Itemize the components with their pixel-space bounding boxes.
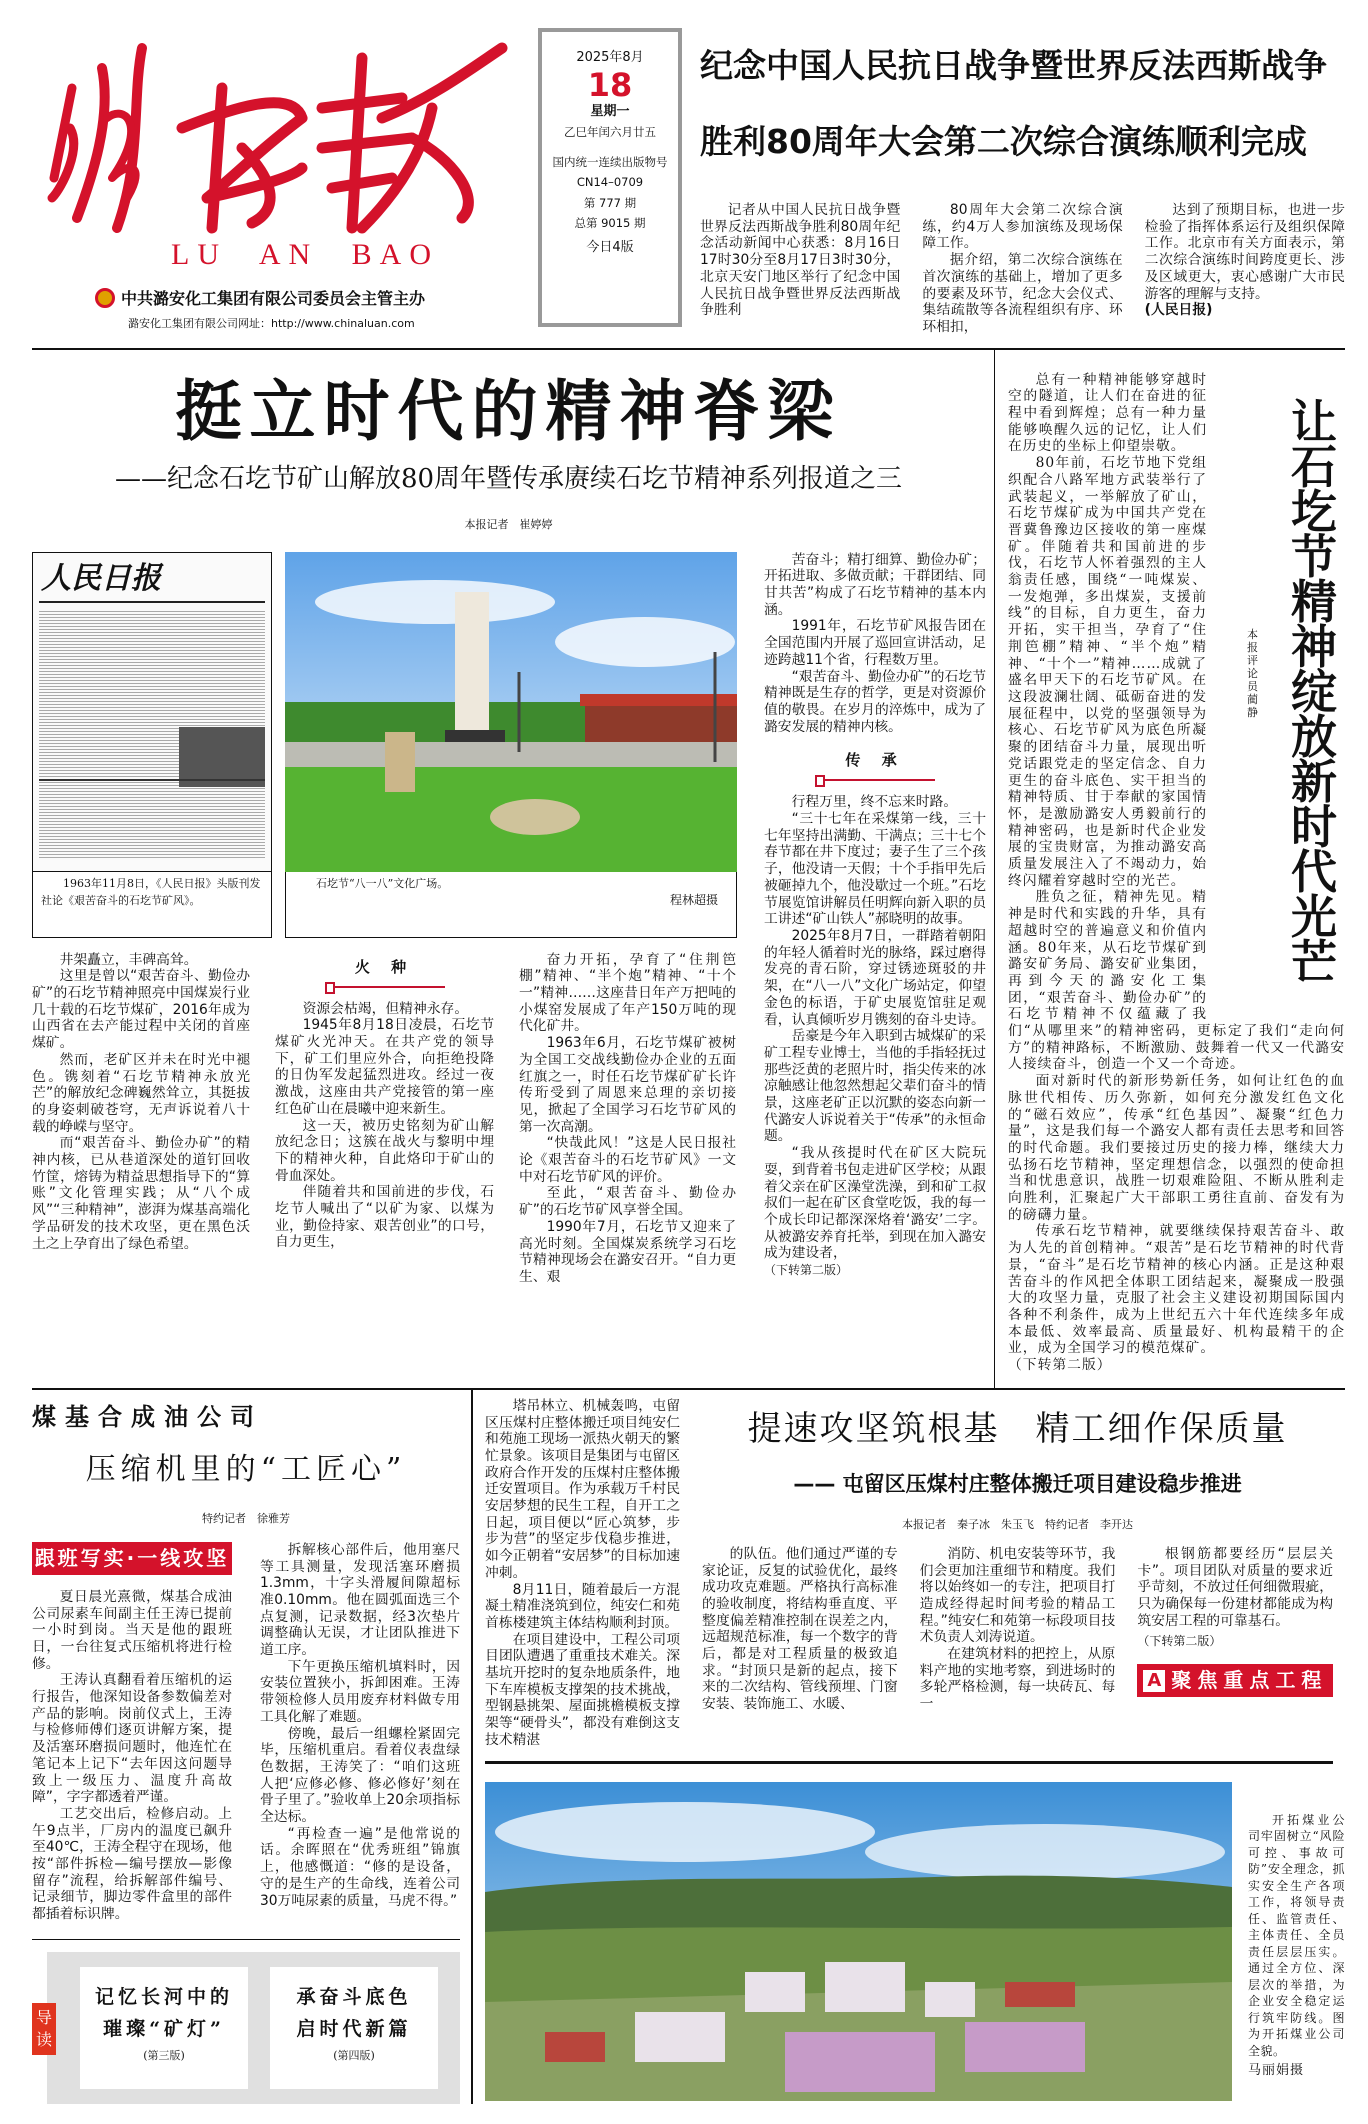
- website-link[interactable]: 潞安化工集团有限公司网址：http://www.chinaluan.com: [128, 317, 415, 330]
- focus-logo-icon: A: [1143, 1670, 1165, 1692]
- commentary-continued: （下转第二版）: [1008, 1357, 1112, 1374]
- top-news-col-1: [700, 202, 900, 336]
- project-byline: 本报记者 秦子冰 朱玉飞 特约记者 李开达: [902, 1517, 1133, 1531]
- paragraph: 夏日晨光熹微，煤基合成油公司尿素车间副主任王涛已提前一小时到岗。当天是他的跟班日，一台往复式压缩机将进行检修。: [32, 1588, 232, 1672]
- mine-overview-photo: [485, 1782, 1232, 2101]
- lead-col-4-text-a: [764, 552, 986, 736]
- paragraph: 80周年大会第二次综合演练，约4万人参加演练及现场保障工作。: [922, 202, 1123, 252]
- craft-columns: [32, 1542, 460, 1923]
- photo2-caption-text: 石圪节“八一八”文化广场。: [316, 876, 449, 890]
- lead-left: [32, 552, 737, 1286]
- guide-tab: 导读: [32, 2003, 56, 2055]
- lead-col-2: [275, 952, 494, 1286]
- paragraph: 奋力开拓，孕育了“住荆笆棚”精神、“半个炮”精神、“十个一”精神……这座昔日年产万把吨的小煤窑发展成了年产150万吨的现代化矿井。: [519, 951, 736, 1035]
- paragraph: 1990年7月，石圪节又迎来了高光时刻。全国煤炭系统学习石圪节精神现场会在潞安召开。“自力更生、艰: [519, 1218, 736, 1285]
- guide-box: [47, 1952, 460, 2104]
- commentary-byline: 本报评论员 蔺 静: [1247, 627, 1258, 719]
- photo1-caption: [32, 872, 272, 938]
- paragraph: 拆解核心部件后，他用塞尺等工具测量，发现活塞环磨损1.3mm，十字头滑履间隙超标准0.10mm。他在圆弧面选三个点复测，记录数据，经3次垫片调整确认无误，才让团队推进下道工序。: [260, 1541, 460, 1659]
- paragraph: 2025年8月7日，一群踏着朝阳的年轻人循着时光的脉络，踩过磨得发亮的青石阶，穿过锈迹斑驳的井架，在“八一八”文化广场站定，仰望金色的标语，于矿史展览馆驻足观看，认真倾听岁月镌刻的奋斗史诗。: [764, 927, 986, 1028]
- photo-feature-caption: [1248, 1782, 1345, 2101]
- photo1-block: [32, 552, 272, 938]
- issue-number: 第 777 期: [583, 195, 637, 210]
- lead-section: [32, 350, 1345, 1390]
- craft-col-1-text: [32, 1589, 232, 1923]
- craft-headline: 压缩机里的“工匠心”: [85, 1451, 407, 1487]
- paragraph: 然而，老矿区并未在时光中褪色。镌刻着“石圪节精神永放光芒”的解放纪念碑巍然耸立，其挺拔的身姿刺破苍穹，无声诉说着八十载的峥嵘与坚守。: [32, 1051, 250, 1135]
- top-news-source: (人民日报): [1144, 302, 1213, 319]
- project-story: [471, 1390, 1345, 2105]
- date-lunar: 乙巳年闰六月廿五: [564, 124, 656, 139]
- masthead: [32, 28, 532, 331]
- commentary: [995, 350, 1345, 1388]
- photo2-caption: [285, 872, 737, 938]
- paragraph: 80年前，石圪节地下党组织配合八路军地方武装举行了武装起义，一举解放了矿山，石圪节煤矿成为中国共产党在晋冀鲁豫边区接收的第一座煤矿。伴随着共和国前进的步伐，石圪节人怀着强烈的主人翁责任感，围绕“一吨煤炭、一发炮弹，多出煤炭，支援前线”的目标，自力更生，奋力开拓，实干担当，孕育了“住荆笆棚”精神、“半个炮”精神、“十个一”精神……成就了盛名甲天下的石圪节矿风。在这段波澜壮阔、砥砺奋进的发展征程中，以党的坚强领导为核心、石圪节矿风为底色所凝聚的团结奋斗力量，展现出听党话跟党走的坚定信念、自力更生的奋斗底色、实干担当的精神特质、甘于奉献的家国情怀，是激励潞安人勇毅前行的精神密码，也是新时代企业发展的宝贵财富，为推动潞安高质量发展注入了不竭动力，始终闪耀着穿越时空的光芒。: [1008, 455, 1207, 889]
- craft-byline: 特约记者 徐雅芳: [202, 1511, 290, 1525]
- date-day: 18: [587, 66, 633, 105]
- paragraph: 达到了预期目标，也进一步检验了指挥体系运行及组织保障工作。北京市有关方面表示，第二次综合演练时间跨度更长、涉及区域更大，衷心感谢广大市民游客的理解与支持。: [1144, 202, 1345, 302]
- paragraph: “我从孩提时代在矿区大院玩耍，到背着书包走进矿区学校；从跟着父亲在矿区澡堂洗澡，到和矿工叔叔们一起在矿区食堂吃饭，我的每一个成长印记都深深烙着‘潞安’二字。从被潞安养育托举，到现在加入潞安成为建设者，: [764, 1145, 986, 1262]
- paragraph: 这里是曾以“艰苦奋斗、勤俭办矿”的石圪节精神照亮中国煤炭行业几十载的石圪节煤矿，2016年成为山西省在去产能过程中关闭的首座煤矿。: [32, 968, 250, 1052]
- date-year-month: 2025年8月: [576, 50, 644, 65]
- paragraph: “艰苦奋斗、勤俭办矿”的石圪节精神既是生存的哲学，更是对资源价值的敬畏。在岁月的淬炼中，成为了潞安发展的精神内核。: [764, 668, 986, 735]
- craft-story: [32, 1390, 460, 2105]
- guide: [35, 1952, 460, 2104]
- divider: [32, 1939, 460, 1941]
- guide-item[interactable]: [270, 1967, 438, 2089]
- paragraph: 在项目建设中，工程公司项目团队遭遇了重重技术难关。深基坑开挖时的复杂地质条件，地下车库模板支撑架的技术挑战，型钢悬挑架、屋面挑檐模板支撑架等“硬骨头”，都没有难倒这支技术精湛: [485, 1631, 680, 1748]
- paragraph: 岳豪是今年入职到古城煤矿的采矿工程专业博士，当他的手指轻抚过那些泛黄的老照片时，指尖传来的冰凉触感让他忽然想起父辈们奋斗的情景，这座老矿正以沉默的姿态向新一代潞安人诉说着关于“传承”的永恒命题。: [764, 1028, 986, 1145]
- project-col-2: [920, 1546, 1116, 1713]
- paragraph: 苦奋斗；精打细算、勤俭办矿；开拓进取、多做贡献；干群团结、同甘共苦”构成了石圪节精神的基本内涵。: [764, 551, 986, 618]
- guide-item-page: (第三版): [143, 2049, 185, 2063]
- sponsor-text: 中共潞安化工集团有限公司委员会主管主办: [121, 289, 426, 308]
- section-heading-inherit: 传 承: [845, 751, 905, 770]
- cn-number: CN14–0709: [576, 175, 644, 190]
- paragraph: “三十七年在采煤第一线，三十七年坚持出满勤、干满点；三十七个春节都在井下度过；妻子生了三个孩子，他没请一天假；十个手指甲先后被砸掉九个，他没歇过一个班。”石圪节展览馆讲解员任明辉向新入职的员工讲述“矿山铁人”郝晓明的故事。: [764, 811, 986, 928]
- paragraph: 至此，“艰苦奋斗、勤俭办矿”的石圪节矿风享誉全国。: [519, 1185, 736, 1219]
- paragraph: 8月11日，随着最后一方混凝土精准浇筑到位，纯安仁和苑首栋楼建筑主体结构顺利封顶。: [485, 1581, 680, 1631]
- lead-photos: [32, 552, 737, 938]
- bottom-section: [32, 1390, 1345, 2105]
- paragraph: 1963年6月，石圪节煤矿被树为全国工交战线勤俭办企业的五面红旗之一，时任石圪节煤矿矿长许传珩受到了周恩来总理的亲切接见，掀起了全国学习石圪节矿风的第一次高潮。: [519, 1035, 736, 1135]
- project-subtitle: —— 屯留区压煤村庄整体搬迁项目建设稳步推进: [793, 1471, 1242, 1496]
- craft-kicker: 煤基合成油公司: [32, 1402, 263, 1431]
- craft-tag: 跟班写实·一线攻坚: [32, 1542, 232, 1575]
- guide-item-line: 承奋斗底色: [296, 1986, 412, 2009]
- paragraph: “快哉此风！”这是人民日报社论《艰苦奋斗的石圪节矿风》一文中对石圪节矿风的评价。: [519, 1135, 736, 1185]
- cultural-square-photo: [285, 552, 737, 872]
- lead-lower-columns: [32, 952, 737, 1286]
- guide-item-line: 启时代新篇: [296, 2018, 412, 2041]
- paragraph: 这一天，被历史铭刻为矿山解放纪念日；这簇在战火与黎明中埋下的精神火种，自此烙印于矿山的骨血深处。: [275, 1117, 494, 1184]
- lead-story: [32, 350, 995, 1388]
- masthead-logo: [32, 28, 522, 238]
- focus-label-text: 聚焦重点工程: [1171, 1668, 1328, 1693]
- total-issue-number: 总第 9015 期: [574, 216, 646, 230]
- project-continued: （下转第二版）: [1137, 1634, 1222, 1649]
- lead-col-3: [519, 952, 736, 1286]
- paragraph: “再检查一遍”是他常说的话。余晖照在“优秀班组”锦旗上，他感慨道：“修的是设备，守的是生产的生命线，连着公司30万吨尿素的质量，马虎不得。”: [260, 1825, 460, 1909]
- paragraph: 根钢筋都要经历“层层关卡”。项目团队对质量的要求近乎苛刻，不放过任何细微瑕疵，只为确保每一份建材都能成为构筑安居工程的可靠基石。: [1137, 1545, 1333, 1629]
- paragraph: 井架矗立，丰碑高耸。: [59, 951, 198, 968]
- photo-feature-credit: 马丽娟摄: [1248, 2063, 1305, 2079]
- project-col-3-text: [1137, 1546, 1333, 1630]
- masthead-section: [32, 0, 1345, 350]
- project-col-1: [702, 1546, 898, 1713]
- paragraph: 的队伍。他们通过严谨的专家论证，反复的试验优化，最终成功攻克难题。严格执行高标准的验收制度，将结构垂直度、平整度偏差精准控制在误差之内，远超规范标准，每一个数字的背后，都是对工程质量的极致追求。“封顶只是新的起点，接下来的二次结构、管线预埋、门窗安装、装饰施工、水暖、: [702, 1545, 898, 1713]
- project-row: [485, 1398, 1333, 1749]
- section-divider: [325, 981, 445, 991]
- photo-feature-caption-text: 开拓煤业公司牢固树立“风险可控、事故可防”安全理念，抓实安全生产各项工作，将领导责任、监管责任、主体责任、全员责任层层压实。通过全方位、深层次的举措，为企业安全稳定运行筑牢防线。图为开拓煤业公司全貌。: [1248, 1812, 1345, 2058]
- lead-col-4-text-b: [764, 794, 986, 1262]
- commentary-title-block: [1215, 372, 1345, 1012]
- paragraph: 行程万里，终不忘来时路。: [791, 794, 958, 811]
- top-news-columns: [700, 202, 1345, 336]
- paragraph: 王涛认真翻看着压缩机的运行报告，他深知设备参数偏差对产品的影响。岗前仪式上，王涛与检修师傅们逐页讲解方案，提及活塞环磨损问题时，他连忙在笔记本上记下“去年因这问题导致上一级压力、温度升高故障”，字字都透着严谨。: [32, 1672, 232, 1806]
- paragraph: 1945年8月18日凌晨，石圪节煤矿火光冲天。在共产党的领导下，矿工们里应外合，向拒绝投降的日伪军发起猛烈进攻。经过一夜激战，这座由共产党接管的第一座红色矿山在晨曦中迎来新生。: [275, 1017, 494, 1117]
- lead-byline: 本报记者 崔婷婷: [464, 517, 553, 531]
- focus-label: [1137, 1664, 1333, 1697]
- section-heading-fire: 火 种: [354, 957, 415, 976]
- paragraph: 传承石圪节精神，就要继续保持艰苦奋斗、敢为人先的首创精神。“艰苦”是石圪节精神的时代背景，“奋斗”是石圪节精神的核心内涵。正是这种艰苦奋斗的作风把全体职工团结起来，凝聚成一股强大的攻坚力量，克服了社会主义建设初期国际国内各种不利条件，成为上世纪五六十年代连续多年成本最低、效率最高、质量最好、机构最精干的企业，成为全国学习的模范煤矿。: [1008, 1223, 1345, 1357]
- top-news: [700, 28, 1345, 336]
- paragraph: 下午更换压缩机填料时，因安装位置狭小，拆卸困难。王涛带领检修人员用废弃材料做专用工具化解了难题。: [260, 1658, 460, 1725]
- guide-item[interactable]: [80, 1967, 248, 2089]
- top-news-col-3-text: [1145, 202, 1345, 302]
- craft-col-1: [32, 1542, 232, 1923]
- project-main: [702, 1398, 1333, 1749]
- paragraph: 傍晚，最后一组螺栓紧固完毕，压缩机重启。看着仪表盘绿色数据，王涛笑了：“咱们这班人把‘应修必修、修必修好’刻在骨子里了。”验收单上20余项指标全达标。: [260, 1725, 460, 1826]
- photo-feature: [485, 1782, 1345, 2101]
- lead-col-4: [764, 552, 986, 1286]
- lead-col-2-text: [275, 1001, 494, 1252]
- paragraph: 消防、机电安装等环节，我们会更加注重细节和精度。我们将以始终如一的专注，把项目打造成经得起时间考验的精品工程。”纯安仁和苑第一标段项目技术负责人刘涛说道。: [919, 1545, 1116, 1646]
- project-col-3: [1137, 1546, 1333, 1713]
- paragraph: 1991年，石圪节矿风报告团在全国范围内开展了巡回宣讲活动，足迹跨越11个省，行程数万里。: [764, 618, 986, 668]
- paragraph: 据介绍，第二次综合演练在首次演练的基础上，增加了更多的要素及环节，纪念大会仪式、集结疏散等各流程组织有序、环环相扣，: [922, 252, 1123, 335]
- craft-col-2: [260, 1542, 460, 1923]
- lead-subtitle: ——纪念石圪节矿山解放80周年暨传承赓续石圪节精神系列报道之三: [114, 463, 903, 494]
- project-columns: [702, 1546, 1333, 1713]
- lead-headline: 挺立时代的精神脊梁: [175, 372, 842, 450]
- top-headline-line2: 胜利80周年大会第二次综合演练顺利完成: [700, 122, 1307, 161]
- guide-item-page: (第四版): [333, 2049, 375, 2063]
- photo2-credit: 程林超摄: [669, 892, 718, 907]
- photo2-block: [285, 552, 737, 938]
- paragraph: 在建筑材料的把控上，从原料产地的实地考察，到进场时的多轮严格检测，每一块砖瓦、每一: [919, 1646, 1116, 1713]
- paragraph: 胜负之征，精神先见。精神是时代和实践的升华，具有超越时空的普遍意义和价值内涵。80年来，从石圪节煤矿到潞安矿务局、潞安矿业集团，再到今天的潞安化工集团，“艰苦奋斗、勤俭办矿”的石圪节精神不仅蕴藏了我们“从哪里来”的精神密码，更标定了我们“走向何方”的精神路标，不断激励、鼓舞着一代又一代潞安人接续奋斗，创造一个又一个奇迹。: [1008, 889, 1345, 1073]
- lead-body: [32, 552, 985, 1286]
- photo1-caption-text: 1963年11月8日，《人民日报》头版刊发社论《艰苦奋斗的石圪节矿风》。: [41, 876, 261, 907]
- date-box: [538, 28, 682, 327]
- lead-continued: （下转第二版）: [764, 1263, 849, 1278]
- paragraph: 工艺交出后，检修启动。上午9点半，厂房内的温度已飙升至40℃，王涛全程守在现场，他按“部件拆检—编号摆放—影像留存”流程，给拆解部件编号、记录细节，脚边零件盒里的部件都插着标识牌。: [32, 1805, 232, 1923]
- project-col-0: [485, 1398, 680, 1749]
- project-headline: 提速攻坚筑根基 精工细作保质量: [747, 1408, 1288, 1449]
- paragraph: 面对新时代的新形势新任务，如何让红色的血脉世代相传、历久弥新，如何充分激发红色文化的“磁石效应”，传承“红色基因”、凝聚“红色力量”，这是我们每一个潞安人都有责任去思考和回答的时代命题。我们要接过历史的接力棒，继续大力弘扬石圪节精神，坚定理想信念，以强烈的使命担当和忧患意识，战胜一切艰难险阻、不断从胜利走向胜利，汇聚起广大干部职工勇往直前、奋发有为的磅礴力量。: [1008, 1073, 1345, 1223]
- guide-item-line: 记忆长河中的: [94, 1986, 233, 2009]
- paragraph: 记者从中国人民抗日战争暨世界反法西斯战争胜利80周年纪念活动新闻中心获悉：8月16日17时30分至8月17日3时30分，北京天安门地区举行了纪念中国人民抗日战争暨世界反法西斯战争胜利: [700, 202, 901, 319]
- top-news-col-2: [922, 202, 1122, 336]
- commentary-title: 让石圪节精神绽放新时代光芒: [1291, 394, 1337, 989]
- divider: [485, 1761, 1333, 1764]
- paragraph: 塔吊林立、机械轰鸣，屯留区压煤村庄整体搬迁项目纯安仁和苑施工现场一派热火朝天的繁忙景象。该项目是集团与屯留区政府合作开发的压煤村庄整体搬迁安置项目。作为承载万千村民安居梦想的民生工程，自开工之日起，项目便以“匠心筑梦，步步为营”的坚定步伐稳步推进，如今正朝着“安居梦”的目标加速冲刺。: [485, 1397, 680, 1581]
- peoples-daily-front-page-image: [32, 552, 272, 872]
- top-headline-line1: 纪念中国人民抗日战争暨世界反法西斯战争: [700, 46, 1327, 85]
- lead-col-1: [32, 952, 250, 1286]
- top-news-col-3: [1145, 202, 1345, 336]
- paragraph: 而“艰苦奋斗、勤俭办矿”的精神内核，已从巷道深处的道钉回收竹筐，熔铸为精益思想指导下的“算账”文化管理实践；从“八个成风”“三种精神”，澎湃为煤基高端化学品研发的技术攻坚，更在黑色沃土之上孕育出了绿色希望。: [32, 1135, 250, 1252]
- party-emblem-icon: [95, 288, 115, 308]
- sponsor-line: [95, 286, 532, 309]
- page-count: 今日4版: [586, 240, 634, 256]
- serial-label: 国内统一连续出版物号: [552, 154, 668, 169]
- guide-item-line: 璀璨“矿灯”: [103, 2018, 225, 2041]
- section-divider: [815, 774, 935, 784]
- date-weekday: 星期一: [590, 104, 630, 120]
- paragraph: 伴随着共和国前进的步伐，石圪节人喊出了“以矿为家、以煤为业，勤俭持家、艰苦创业”的口号，自力更生，: [275, 1184, 494, 1251]
- paragraph: 总有一种精神能够穿越时空的隧道，让人们在奋进的征程中看到辉煌；总有一种力量能够唤醒久远的记忆，让人们在历史的坐标上仰望崇敬。: [1008, 371, 1207, 455]
- masthead-pinyin: LU AN BAO: [171, 238, 440, 271]
- image-masthead: 人民日报: [41, 560, 161, 596]
- paragraph: 资源会枯竭，但精神永存。: [302, 1000, 469, 1017]
